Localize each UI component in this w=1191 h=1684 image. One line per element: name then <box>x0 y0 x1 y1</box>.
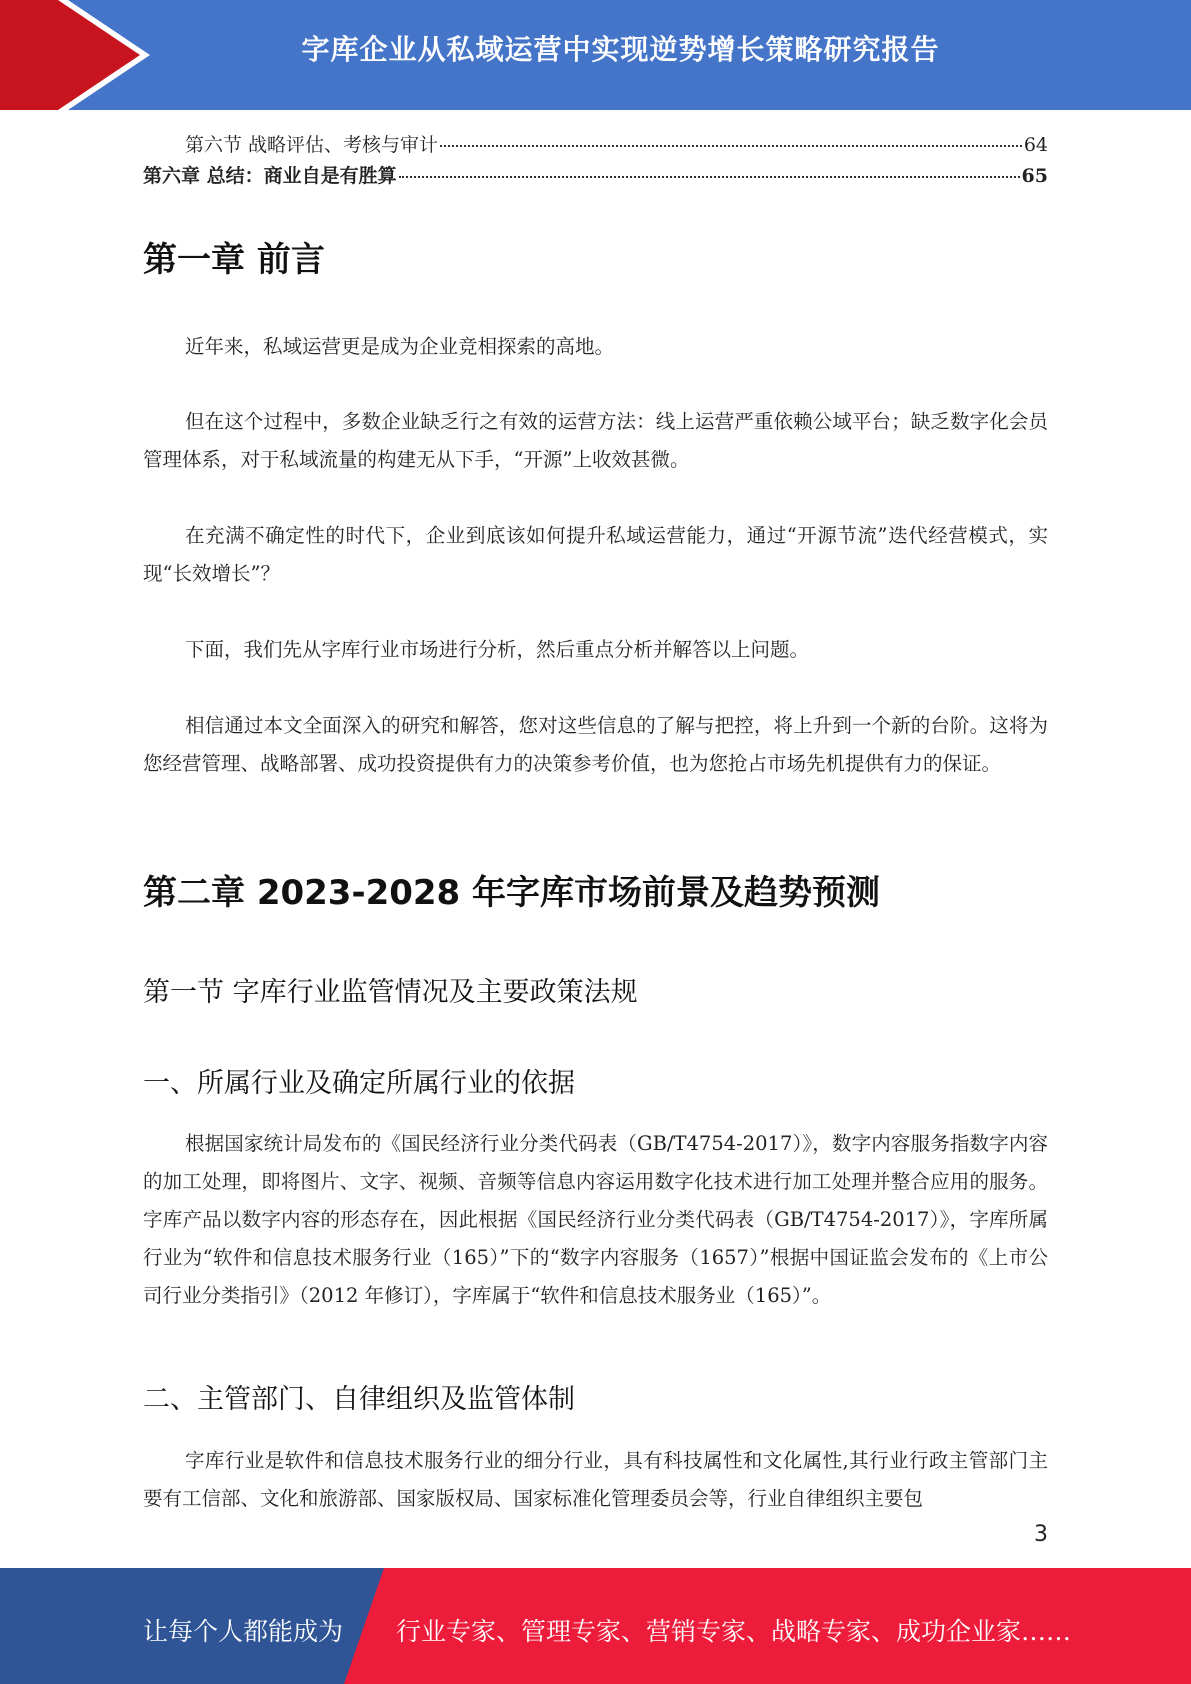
paragraph: 相信通过本文全面深入的研究和解答，您对这些信息的了解与把控，将上升到一个新的台阶。这将为您经营管理、战略部署、成功投资提供有力的决策参考价值，也为您抢占市场先机提供有力的保证。 <box>143 714 1048 775</box>
paragraph: 但在这个过程中，多数企业缺乏行之有效的运营方法：线上运营严重依赖公域平台；缺乏数字化会员管理体系，对于私域流量的构建无从下手，“开源”上收效甚微。 <box>143 410 1048 471</box>
header-arrow-graphic <box>0 0 160 110</box>
toc-entry[interactable] <box>143 130 1048 157</box>
subsection-title: 一、所属行业及确定所属行业的依据 <box>143 1068 575 1099</box>
page-footer <box>0 1568 1191 1684</box>
toc-entry-label: 第六章 总结：商业自是有胜算 <box>143 165 397 187</box>
page-number: 3 <box>1034 1522 1048 1547</box>
page-header <box>0 0 1191 110</box>
toc-entry[interactable] <box>143 161 1048 188</box>
toc-entry-page: 64 <box>1023 134 1048 156</box>
subsection-title: 二、主管部门、自律组织及监管体制 <box>143 1384 575 1415</box>
report-title: 字库企业从私域运营中实现逆势增长策略研究报告 <box>301 33 940 66</box>
paragraph: 在充满不确定性的时代下，企业到底该如何提升私域运营能力，通过“开源节流”迭代经营模式，实现“长效增长”？ <box>143 524 1048 585</box>
footer-slogan-left: 让每个人都能成为 <box>143 1617 344 1646</box>
paragraph: 字库行业是软件和信息技术服务行业的细分行业，具有科技属性和文化属性,其行业行政主管部门主要有工信部、文化和旅游部、国家版权局、国家标准化管理委员会等，行业自律组织主要包 <box>143 1449 1048 1510</box>
toc-entry-label: 第六节 战略评估、考核与审计 <box>185 134 439 156</box>
section-title: 第一节 字库行业监管情况及主要政策法规 <box>143 977 638 1008</box>
paragraph: 近年来，私域运营更是成为企业竞相探索的高地。 <box>185 335 615 358</box>
paragraph: 下面，我们先从字库行业市场进行分析，然后重点分析并解答以上问题。 <box>185 638 810 661</box>
footer-slogan-right: 行业专家、管理专家、营销专家、战略专家、成功企业家…… <box>396 1617 1072 1646</box>
paragraph: 根据国家统计局发布的《国民经济行业分类代码表（GB/T4754-2017）》，数字内容服务指数字内容的加工处理，即将图片、文字、视频、音频等信息内容运用数字化技术进行加工处理并整合应用的服务。字库产品以数字内容的形态存在，因此根据《国民经济行业分类代码表（GB/T4754-2017）》，字库所属行业为“软件和信息技术服务行业（165）”下的“数字内容服务（1657）”根据中国证监会发布的《上市公司行业分类指引》（2012 年修订），字库属于“软件和信息技术服务业（165）”。 <box>143 1132 1048 1307</box>
chapter-title: 第二章 2023-2028 年字库市场前景及趋势预测 <box>143 873 881 913</box>
toc-dot-leader <box>399 176 1020 178</box>
toc-dot-leader <box>440 145 1022 147</box>
toc-entry-page: 65 <box>1021 165 1048 187</box>
chapter-title: 第一章 前言 <box>143 240 325 280</box>
